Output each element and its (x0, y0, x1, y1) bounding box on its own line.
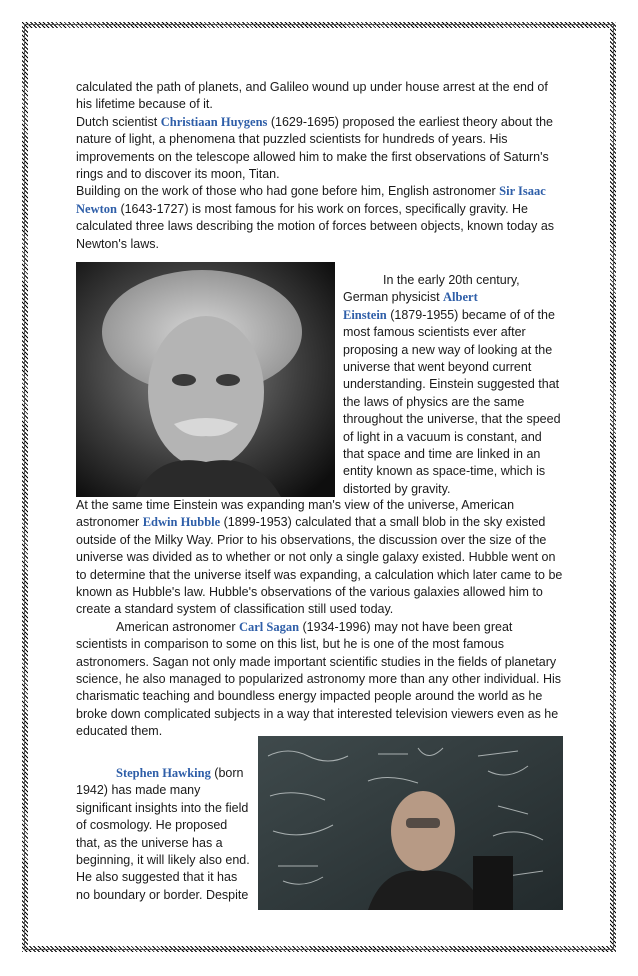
text-line: astronomers. Sagan not only made important scientific studies in the fields of planetary (76, 654, 557, 669)
paragraph-einstein (343, 272, 568, 498)
text-line: He also suggested that it has (76, 870, 238, 885)
einstein-photo (76, 262, 335, 497)
text-line (76, 201, 566, 218)
text-line: improvements on the telescope allowed him to make the first observations of Saturn's (76, 149, 549, 164)
paragraph-huygens-newton (76, 79, 566, 253)
text-run: German physicist (343, 290, 444, 305)
text-line: the laws of physics are the same (343, 394, 525, 409)
name-huygens: Christiaan Huygens (160, 114, 268, 129)
text-line: Newton's laws. (76, 236, 159, 251)
text-line (343, 289, 568, 306)
text-run: (1879-1955) became of of the (386, 307, 555, 322)
name-hubble: Edwin Hubble (142, 515, 221, 530)
hawking-chalkboard-image (258, 736, 563, 910)
name-hawking: Stephen Hawking (116, 766, 211, 780)
text-line: charismatic teaching and boundless energy impacted people around the world as he (76, 689, 543, 704)
text-line: most famous scientists ever after (343, 325, 526, 340)
text-line: At the same time Einstein was expanding man's view of the universe, American (76, 498, 515, 512)
text-line (76, 765, 261, 782)
name-sagan: Carl Sagan (238, 619, 300, 634)
text-line: no boundary or border. Despite (76, 887, 249, 902)
text-line (76, 183, 566, 200)
text-line (76, 514, 568, 531)
hawking-photo (258, 736, 563, 910)
text-line (76, 114, 566, 131)
text-line: his lifetime because of it. (76, 97, 213, 112)
text-run: (born (210, 766, 244, 780)
text-run: Dutch scientist (76, 114, 161, 129)
text-line: of cosmology. He proposed (76, 818, 228, 833)
text-line: universe was divided as to whether or not only a single galaxy existed. Hubble went on (76, 550, 556, 565)
text-line: understanding. Einstein suggested that (343, 377, 560, 392)
text-line: rings and to discover its moon, Titan. (76, 167, 280, 182)
text-line: create a standard system of classification still used today. (76, 602, 394, 617)
text-line: known as Hubble's law. Hubble's observations of the various galaxies allowed him to (76, 585, 543, 600)
text-line: to determine that the universe itself was expanding, a calculation which later came to be (76, 567, 563, 582)
text-run: astronomer (76, 515, 143, 530)
name-newton: Sir Isaac (499, 184, 546, 199)
text-line: scientists in comparison to some on this list, but he is one of the most famous (76, 637, 504, 652)
name-einstein-cont: Einstein (343, 307, 387, 322)
text-line: 1942) has made many (76, 783, 201, 798)
text-line: calculated the path of planets, and Galileo wound up under house arrest at the end of (76, 80, 548, 94)
text-run: American astronomer (116, 619, 239, 634)
text-line: throughout the universe, that the speed (343, 412, 561, 427)
text-run: (1934-1996) may not have been great (299, 619, 513, 634)
text-line: outside of the Milky Way. Prior to his observations, the discussion over the size of the (76, 532, 547, 547)
text-line: beginning, it will likely also end. (76, 853, 250, 868)
name-newton-cont: Newton (76, 201, 117, 216)
text-line: distorted by gravity. (343, 481, 451, 496)
text-run: (1643-1727) is most famous for his work on forces, specifically gravity. He (116, 201, 529, 216)
text-line (343, 307, 568, 324)
paragraph-hawking (76, 765, 261, 904)
text-run: Building on the work of those who had gone before him, English astronomer (76, 184, 500, 199)
paragraph-hubble-sagan (76, 497, 568, 741)
text-line: universe that went beyond current (343, 360, 532, 375)
text-line: proposing a new way of looking at the (343, 342, 553, 357)
text-line: significant insights into the field (76, 800, 249, 815)
text-line (76, 619, 568, 636)
text-line: calculated three laws describing the motion of forces between objects, known today as (76, 219, 555, 234)
einstein-portrait-image (76, 262, 335, 497)
text-run: (1899-1953) calculated that a small blob in the sky existed (220, 515, 546, 530)
text-line: broke down complicated subjects in a way that interested television viewers even as he (76, 706, 559, 721)
text-line: In the early 20th century, (383, 273, 520, 287)
text-run: (1629-1695) proposed the earliest theory about the (267, 114, 553, 129)
text-line: educated them. (76, 724, 163, 739)
text-line: science, he also managed to popularized astronomy more than any other individual. His (76, 672, 561, 687)
text-line: nature of light, a phenomena that puzzled scientists for hundreds of years. His (76, 132, 508, 147)
text-line: of light in a vacuum is constant, and (343, 429, 542, 444)
text-line: that, as the universe has a (76, 835, 223, 850)
text-line: that space and time are linked in an (343, 447, 541, 462)
text-line: entity known as space-time, which is (343, 464, 546, 479)
name-einstein: Albert (443, 290, 478, 305)
